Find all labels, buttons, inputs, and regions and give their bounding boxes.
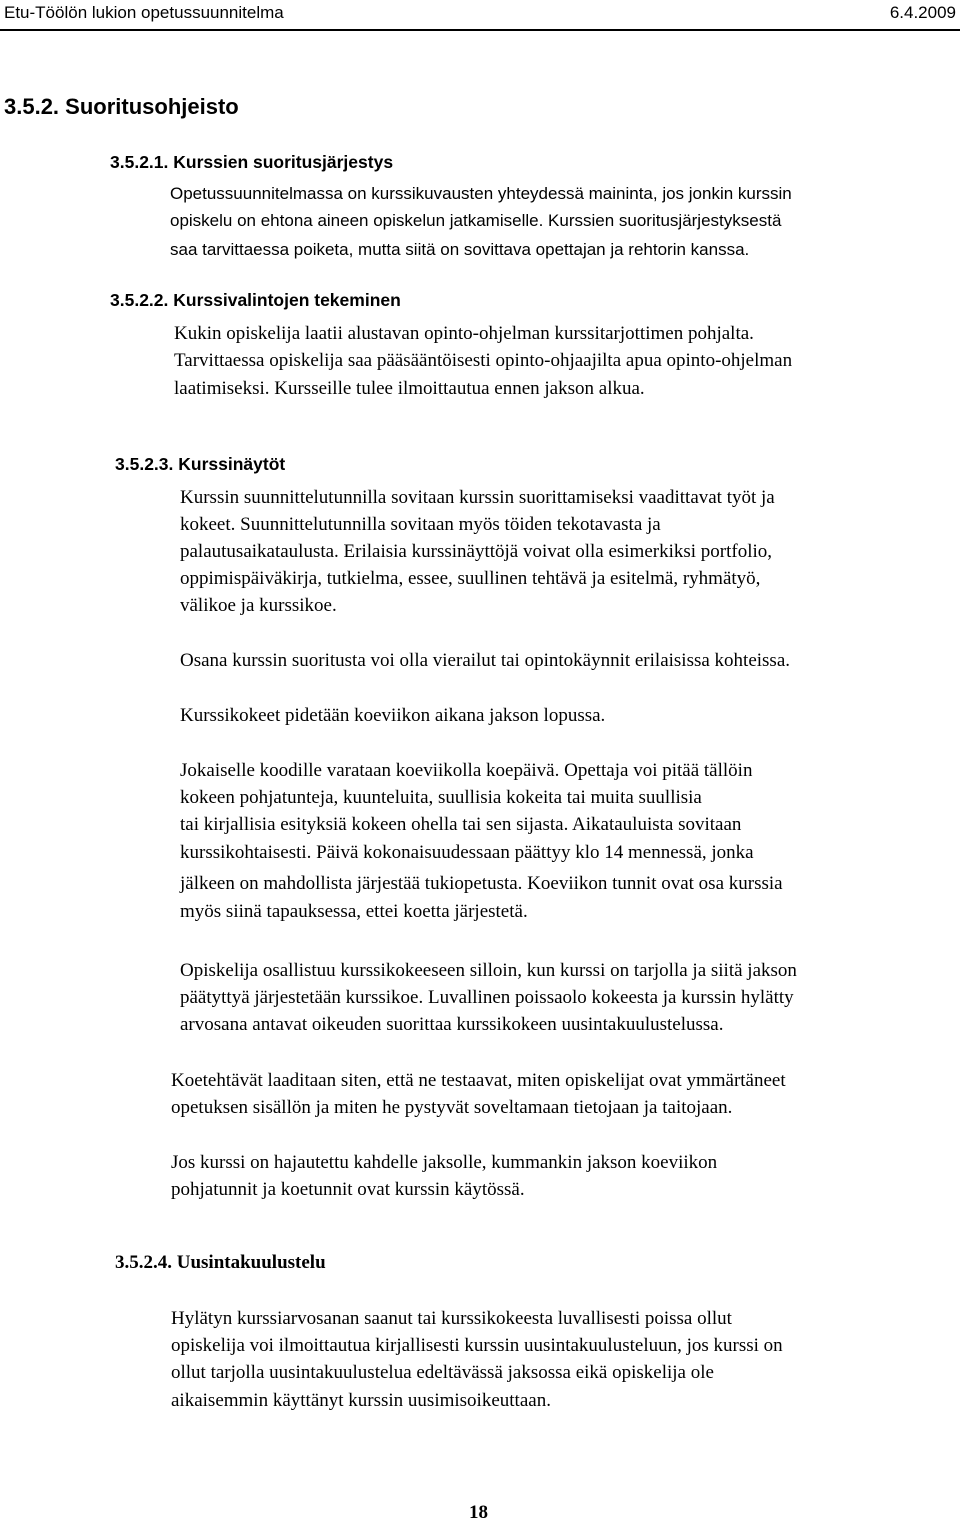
sub2-line: laatimiseksi. Kursseille tulee ilmoittautua ennen jakson alkua. <box>174 378 645 399</box>
sub3-line: kokeen pohjatunteja, kuunteluita, suullisia kokeita tai muita suullisia <box>180 787 702 808</box>
section-heading: 3.5.2. Suoritusohjeisto <box>4 94 239 119</box>
sub4-line: Hylätyn kurssiarvosanan saanut tai kurssikokeesta luvallisesti poissa ollut <box>171 1308 732 1329</box>
sub3-line: Kurssin suunnittelutunnilla sovitaan kurssin suorittamiseksi vaadittavat työt ja <box>180 487 775 508</box>
page-number: 18 <box>469 1502 488 1523</box>
sub3-line: palautusaikataulusta. Erilaisia kurssinäyttöjä voivat olla esimerkiksi portfolio, <box>180 541 773 562</box>
sub1-line: saa tarvittaessa poiketa, mutta siitä on sovittava opettajan ja rehtorin kanssa. <box>170 240 750 259</box>
sub3-line: jälkeen on mahdollista järjestää tukiopetusta. Koeviikon tunnit ovat osa kurssia <box>180 873 783 894</box>
sub2-heading: 3.5.2.2. Kurssivalintojen tekeminen <box>110 290 401 310</box>
sub1-line: Opetussuunnitelmassa on kurssikuvausten yhteydessä maininta, jos jonkin kurssin <box>170 184 792 203</box>
sub3-line: välikoe ja kurssikoe. <box>180 595 337 616</box>
sub3-line: oppimispäiväkirja, tutkielma, essee, suullinen tehtävä ja esitelmä, ryhmätyö, <box>180 568 761 589</box>
sub3-line: Opiskelija osallistuu kurssikokeeseen silloin, kun kurssi on tarjolla ja siitä jakson <box>180 960 797 981</box>
sub3-line: arvosana antavat oikeuden suorittaa kurssikokeen uusintakuulustelussa. <box>180 1014 724 1035</box>
sub4-heading: 3.5.2.4. Uusintakuulustelu <box>115 1252 326 1273</box>
sub3-line: myös siinä tapauksessa, ettei koetta järjestetä. <box>180 901 528 922</box>
sub3-line: Jos kurssi on hajautettu kahdelle jaksolle, kummankin jakson koeviikon <box>171 1152 718 1173</box>
sub3-line: Osana kurssin suoritusta voi olla vierailut tai opintokäynnit erilaisissa kohteissa. <box>180 650 791 671</box>
header-title: Etu-Töölön lukion opetussuunnitelma <box>4 3 284 22</box>
sub4-line: aikaisemmin käyttänyt kurssin uusimisoikeuttaan. <box>171 1390 551 1411</box>
sub3-line: Kurssikokeet pidetään koeviikon aikana jakson lopussa. <box>180 705 606 726</box>
sub3-line: päätyttyä järjestetään kurssikoe. Luvallinen poissaolo kokeesta ja kurssin hylätty <box>180 987 794 1008</box>
sub2-line: Tarvittaessa opiskelija saa pääsääntöisesti opinto-ohjaajilta apua opinto-ohjelman <box>174 350 793 371</box>
sub1-line: opiskelu on ehtona aineen opiskelun jatkamiselle. Kurssien suoritusjärjestyksestä <box>170 211 782 230</box>
sub3-line: Jokaiselle koodille varataan koeviikolla koepäivä. Opettaja voi pitää tällöin <box>180 760 753 781</box>
sub3-line: pohjatunnit ja koetunnit ovat kurssin käytössä. <box>171 1179 525 1200</box>
sub3-line: opetuksen sisällön ja miten he pystyvät soveltamaan tietojaan ja taitojaan. <box>171 1097 733 1118</box>
sub4-line: opiskelija voi ilmoittautua kirjallisesti kurssin uusintakuulusteluun, jos kurssi on <box>171 1335 783 1356</box>
sub4-line: ollut tarjolla uusintakuulustelua edeltävässä jaksossa eikä opiskelija ole <box>171 1362 714 1383</box>
header-divider <box>0 29 960 31</box>
sub3-line: kokeet. Suunnittelutunnilla sovitaan myös töiden tekotavasta ja <box>180 514 661 535</box>
header-date: 6.4.2009 <box>889 3 956 22</box>
sub1-heading: 3.5.2.1. Kurssien suoritusjärjestys <box>110 152 394 172</box>
sub2-line: Kukin opiskelija laatii alustavan opinto-ohjelman kurssitarjottimen pohjalta. <box>174 323 754 344</box>
sub3-line: tai kirjallisia esityksiä kokeen ohella tai sen sijasta. Aikatauluista sovitaan <box>180 814 742 835</box>
sub3-line: Koetehtävät laaditaan siten, että ne testaavat, miten opiskelijat ovat ymmärtäneet <box>171 1070 786 1091</box>
sub3-heading: 3.5.2.3. Kurssinäytöt <box>115 454 286 474</box>
sub3-line: kurssikohtaisesti. Päivä kokonaisuudessaan päättyy klo 14 mennessä, jonka <box>180 842 754 863</box>
